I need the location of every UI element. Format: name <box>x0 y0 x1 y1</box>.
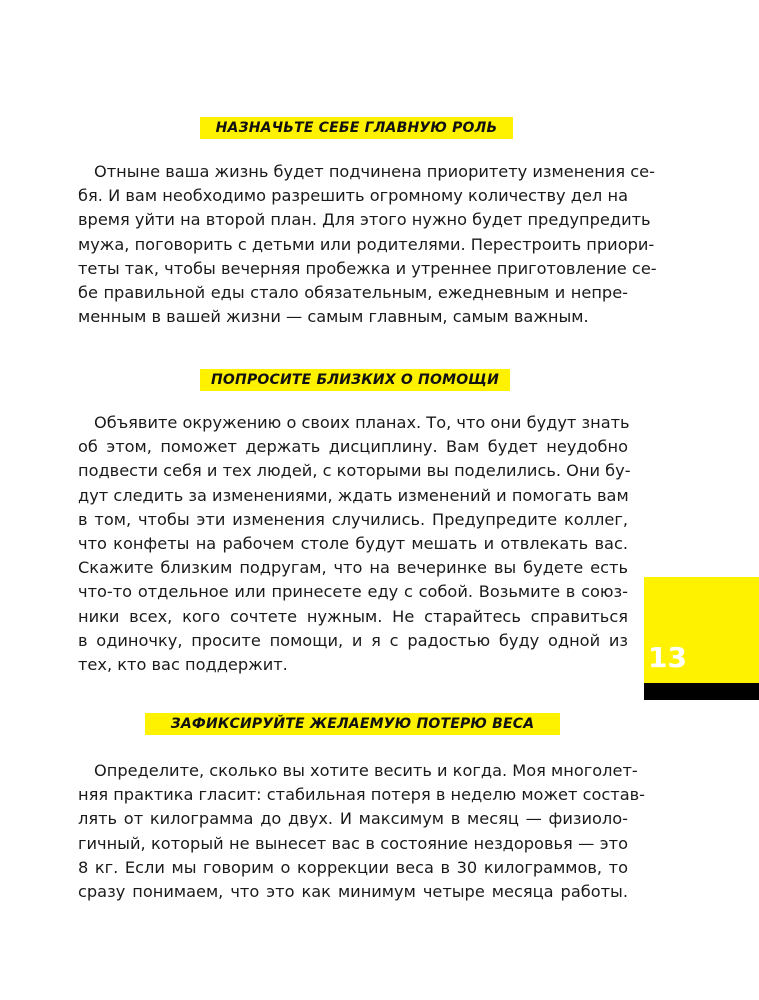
text-line: Определите, сколько вы хотите весить и когда. Моя многолет- <box>94 761 638 780</box>
section-heading: ПОПРОСИТЕ БЛИЗКИХ О ПОМОЩИ <box>200 369 510 391</box>
text-line: Отныне ваша жизнь будет подчинена приоритету изменения се- <box>94 162 655 181</box>
text-line: в том, чтобы эти изменения случились. Предупредите коллег, <box>78 509 628 529</box>
text-line: няя практика гласит: стабильная потеря в неделю может состав- <box>78 785 645 805</box>
section-heading: НАЗНАЧЬТЕ СЕБЕ ГЛАВНУЮ РОЛЬ <box>200 117 513 139</box>
text-line: об этом, поможет держать дисциплину. Вам будет неудобно <box>78 437 628 457</box>
text-line: что конфеты на рабочем столе будут мешать и отвлекать вас. <box>78 533 628 553</box>
text-line: менным в вашей жизни — самым главным, самым важным. <box>78 307 589 327</box>
text-line: Скажите близким подругам, что на вечеринке вы будете есть <box>78 558 628 578</box>
text-line: дут следить за изменениями, ждать изменений и помогать вам <box>78 485 629 505</box>
text-line: в одиночку, просите помощи, и я с радостью буду одной из <box>78 630 628 650</box>
text-line: теты так, чтобы вечерняя пробежка и утреннее приготовление се- <box>78 258 657 278</box>
text-line: ники всех, кого сочтете нужным. Не старайтесь справиться <box>78 606 628 626</box>
text-line: бя. И вам необходимо разрешить огромному количеству дел на <box>78 186 628 206</box>
text-line: гичный, который не вынесет вас в состояние нездоровья — это <box>78 833 628 853</box>
page-tab-bar <box>644 683 759 700</box>
text-line: лять от килограмма до двух. И максимум в месяц — физиоло- <box>78 809 628 829</box>
page-number: 13 <box>648 641 687 674</box>
section-heading: ЗАФИКСИРУЙТЕ ЖЕЛАЕМУЮ ПОТЕРЮ ВЕСА <box>145 713 560 735</box>
text-line: подвести себя и тех людей, с которыми вы поделились. Они бу- <box>78 461 631 481</box>
text-line: мужа, поговорить с детьми или родителями. Перестроить приори- <box>78 234 655 254</box>
text-line: время уйти на второй план. Для этого нужно будет предупредить <box>78 210 651 230</box>
text-line: бе правильной еды стало обязательным, ежедневным и непре- <box>78 282 628 302</box>
text-line: Объявите окружению о своих планах. То, что они будут знать <box>94 413 630 432</box>
paragraph <box>78 160 657 329</box>
text-line: сразу понимаем, что это как минимум четыре месяца работы. <box>78 881 628 901</box>
paragraph <box>78 759 645 904</box>
text-line: тех, кто вас поддержит. <box>78 654 288 674</box>
text-line: 8 кг. Если мы говорим о коррекции веса в 30 килограммов, то <box>78 857 628 877</box>
text-line: что-то отдельное или принесете еду с собой. Возьмите в союз- <box>78 582 628 602</box>
paragraph <box>78 411 631 677</box>
